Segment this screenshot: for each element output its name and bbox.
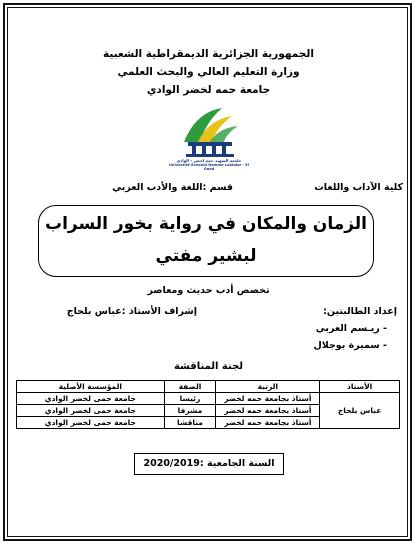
republic-heading: الجمهورية الجزائرية الديمقراطية الشعبية [103,48,314,60]
thesis-title-line2: لبشير مفتي [155,246,257,266]
institution-cell: جامعة حمى لخضر الوادي [17,405,165,417]
specialty-label: تخصص أدب حديث ومعاصر [147,285,270,296]
university-logo [176,102,242,160]
committee-table [16,380,400,429]
header-role: الصفة [164,381,216,393]
department-label: قسم :اللغة والأدب العربي [112,182,233,193]
supervisor-label: إشراف الأستاذ :عباس بلحاج [66,306,197,317]
institution-cell: جامعة حمى لخضر الوادي [17,393,165,405]
header-rank: الرتبة [216,381,320,393]
student-name-1: - ريـسم العربي [315,323,387,334]
header-institution: المؤسسة الأصلية [17,381,165,393]
institution-cell: جامعة حمى لخضر الوادي [17,417,165,429]
rank-cell: أستاذ بجامعة حمه لخضر [216,417,320,429]
committee-heading: لجنة المناقشة [173,361,244,372]
thesis-title-box [38,205,374,277]
header-professor: الأستاذ [320,381,400,393]
university-heading: جامعة حمه لخضر الوادي [146,84,271,96]
academic-year-box: السنة الجامعية :2020/2019 [134,453,284,475]
logo-latin-name: Université Echahid Hamma Lakhdar - El Oued [169,163,249,171]
logo-arabic-name: جامعة الشهيد حمه لخضر - الوادي [176,158,242,163]
committee-header-row [17,381,400,393]
table-row [17,393,400,405]
students-heading: إعداد الطالبتين: [323,306,397,317]
role-cell: رئيسا [164,393,216,405]
ministry-heading: وزارة التعليم العالي والبحث العلمي [117,66,300,78]
thesis-title-line1: الزمان والمكان في رواية بخور السراب [44,214,368,234]
faculty-label: كلية الآداب واللغات [314,182,403,193]
student-name-2: - سميرة بوجلال [313,340,387,351]
role-cell: مناقشا [164,417,216,429]
role-cell: مشرفا [164,405,216,417]
professor-name: عباس بلحاج [320,393,400,429]
rank-cell: أستاذ بجامعة حمه لخضر [216,393,320,405]
rank-cell: أستاذ بجامعة حمه لخضر [216,405,320,417]
